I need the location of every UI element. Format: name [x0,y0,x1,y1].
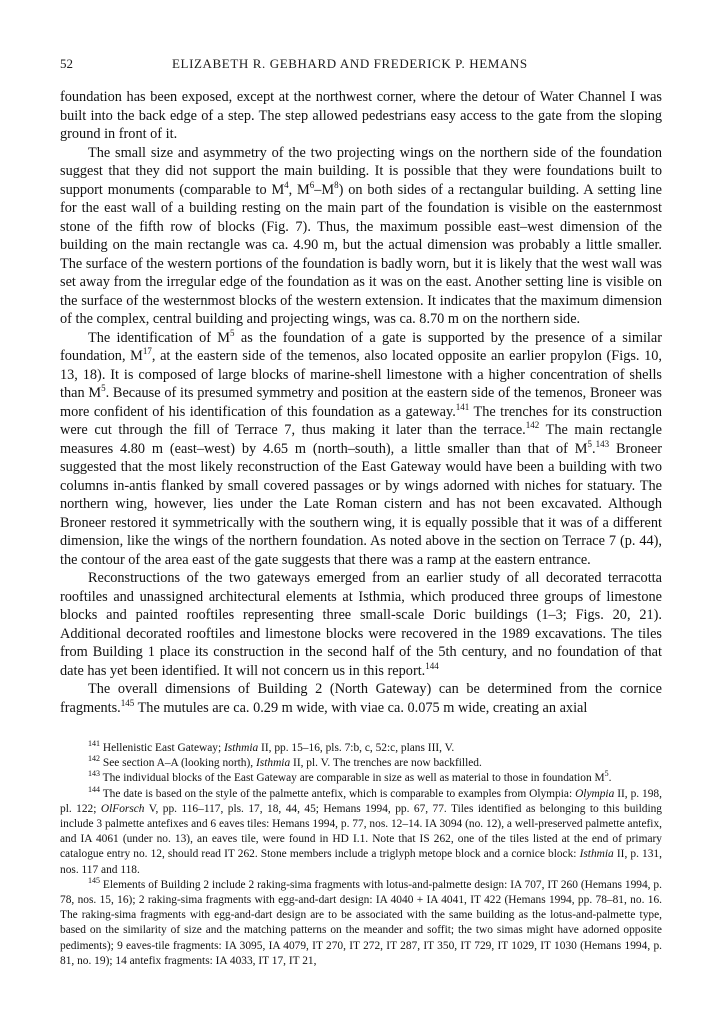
paragraph: Reconstructions of the two gateways emerged from an earlier study of all decorated terracotta rooftiles and unassigned architectural elements at Isthmia, which produced three groups of limestone blocks and painted rooftiles representing three small-scale Doric buildings (1–3; Figs. 20, 21). Additional decorated rooftiles and limestone blocks were recovered in the 1989 excavations. The tiles from Building 1 place its construction in the second half of the 5th century, and no foundation of that date has yet been identified. It will not concern us in this report.$^{144}$ [60,570,662,679]
paragraph: foundation has been exposed, except at the northwest corner, where the detour of Water Channel I was built into the back edge of a step. The step allowed pedestrians easy access to the gate from the sloping ground in front of it. [60,89,662,142]
page-header [60,56,660,74]
footnote-ref: 143 [595,438,610,449]
footnotes [60,741,662,969]
paragraph: The overall dimensions of Building 2 (North Gateway) can be determined from the cornice fragments.$^{145}$ The mutules are ca. 0.29 m wide, with viae ca. 0.075 m wide, creating an axial [60,681,662,716]
footnote-ref: 144 [425,660,439,671]
footnote-145: $^{145}$ Elements of Building 2 include 2 raking-sima fragments with lotus-and-palmette design: IA 707, IT 260 (Hemans 1994, p. 78, nos. 15, 16); 2 raking-sima fragments with egg-and-dart design: IA 4040 + IA 4041, IT 422 (Hemans 1994, pp. 78–81, no. 16. The raking-sima fragments with egg-and-dart design are to be associated with the same building as the lotus-and-palmette type, based on the similarity of size and the matching patterns on the meander and soffit; the two simas might have adorned opposite pediments); 9 eaves-tile fragments: IA 3095, IA 4079, IT 270, IT 272, IT 287, IT 350, IT 729, IT 1029, IT 1030 (Hemans 1994, p. 81, no. 19); 14 antefix fragments: IA 4033, IT 17, IT 21, [60,875,662,967]
footnote-142: $^{142}$ See section A–A (looking north), Isthmia II, pl. V. The trenches are now backfilled. [88,754,482,770]
footnote-144: $^{144}$ The date is based on the style of the palmette antefix, which is comparable to examples from Olympia: Olympia II, p. 198, pl. 122; OlForsch V, pp. 116–117, pls. 17, 18, 44, 45; Hemans 1994, pp. 67, 77. Tiles identified as belonging to this building include 3 palmette antefixes and 6 eaves tiles: Hemans 1994, p. 77, nos. 12–14. IA 3094 (no. 12), a well-preserved palmette antefix, and IA 4061 (under no. 13), an eaves tile, were found in HD I.1. Note that IS 262, one of the tiles listed at the end of primary catalogue entry no. 12, should read IT 262. Stone members include a triglyph metope block and a cornice block: Isthmia II, p. 131, nos. 117 and 118. [60,784,662,876]
paragraph: The small size and asymmetry of the two projecting wings on the northern side of the foundation suggest that they did not support the main building. It is possible that they were foundations built to support monuments (comparable to $M^4$, $M^6-M^8$) on both sides of a rectangular building. A setting line for the east wall of a building resting on the main part of the foundation is visible on the easternmost stone of the fifth row of blocks (Fig. 7). Thus, the maximum possible east–west dimension of the building on the main rectangle was ca. 4.90 m, but the actual dimension was probably a little smaller. The surface of the western portions of the foundation is badly worn, but it is likely that the west wall was set away from the irregular edge of the foundation as it was on the east. Another setting line is visible on the surface of the westernmost blocks of the western extension. It indicates that the maximum dimension of the complex, central building and projecting wings, was ca. 8.70 m on the northern side. [60,144,662,327]
body-text [60,88,662,717]
paragraph: The identification of $M^5$ as the foundation of a gate is supported by the presence of a similar foundation, $M^{17}$, at the eastern side of the temenos, also located opposite an earlier propylon (Figs. 10, 13, 18). It is composed of large blocks of marine-shell limestone with a higher concentration of shells than $M^5$. Because of its presumed symmetry and position at the eastern side of the temenos, Broneer was more confident of his identification of this foundation as a gateway.$^{141}$ The trenches for its construction were cut through the fill of Terrace 7, thus making it later than the terrace.$^{142}$ The main rectangle measures 4.80 m (east–west) by 4.65 m (north–south), a little smaller than that of $M^5.^{143}$ Broneer suggested that the most likely reconstruction of the East Gateway would have been a building with two columns in-antis flanked by small covered passages or by wings adorned with niches for statuary. The northern wing, however, lies under the Late Roman cistern and has not been excavated. Although Broneer restored it symmetrically with the southern wing, it is equally possible that it was of a different dimension, like the wings of the northern foundation. As noted above in the section on Terrace 7 (p. 44), the contour of the area east of the gate suggests that there was a ramp at the eastern entrance. [60,327,663,568]
footnote-ref: 145 [120,697,135,708]
running-head: ELIZABETH R. GEBHARD AND FREDERICK P. HEMANS [172,56,528,71]
footnote-ref: 141 [455,401,470,412]
footnote-ref: 142 [525,420,540,430]
footnote-141: $^{141}$ Hellenistic East Gateway; Isthmia II, pp. 15–16, pls. 7:b, c, 52:c, plans III, V. [88,739,455,754]
footnote-143: $^{143}$ The individual blocks of the East Gateway are comparable in size as well as material to those in foundation $M^5$. [88,769,612,785]
page-number: 52 [60,56,73,71]
